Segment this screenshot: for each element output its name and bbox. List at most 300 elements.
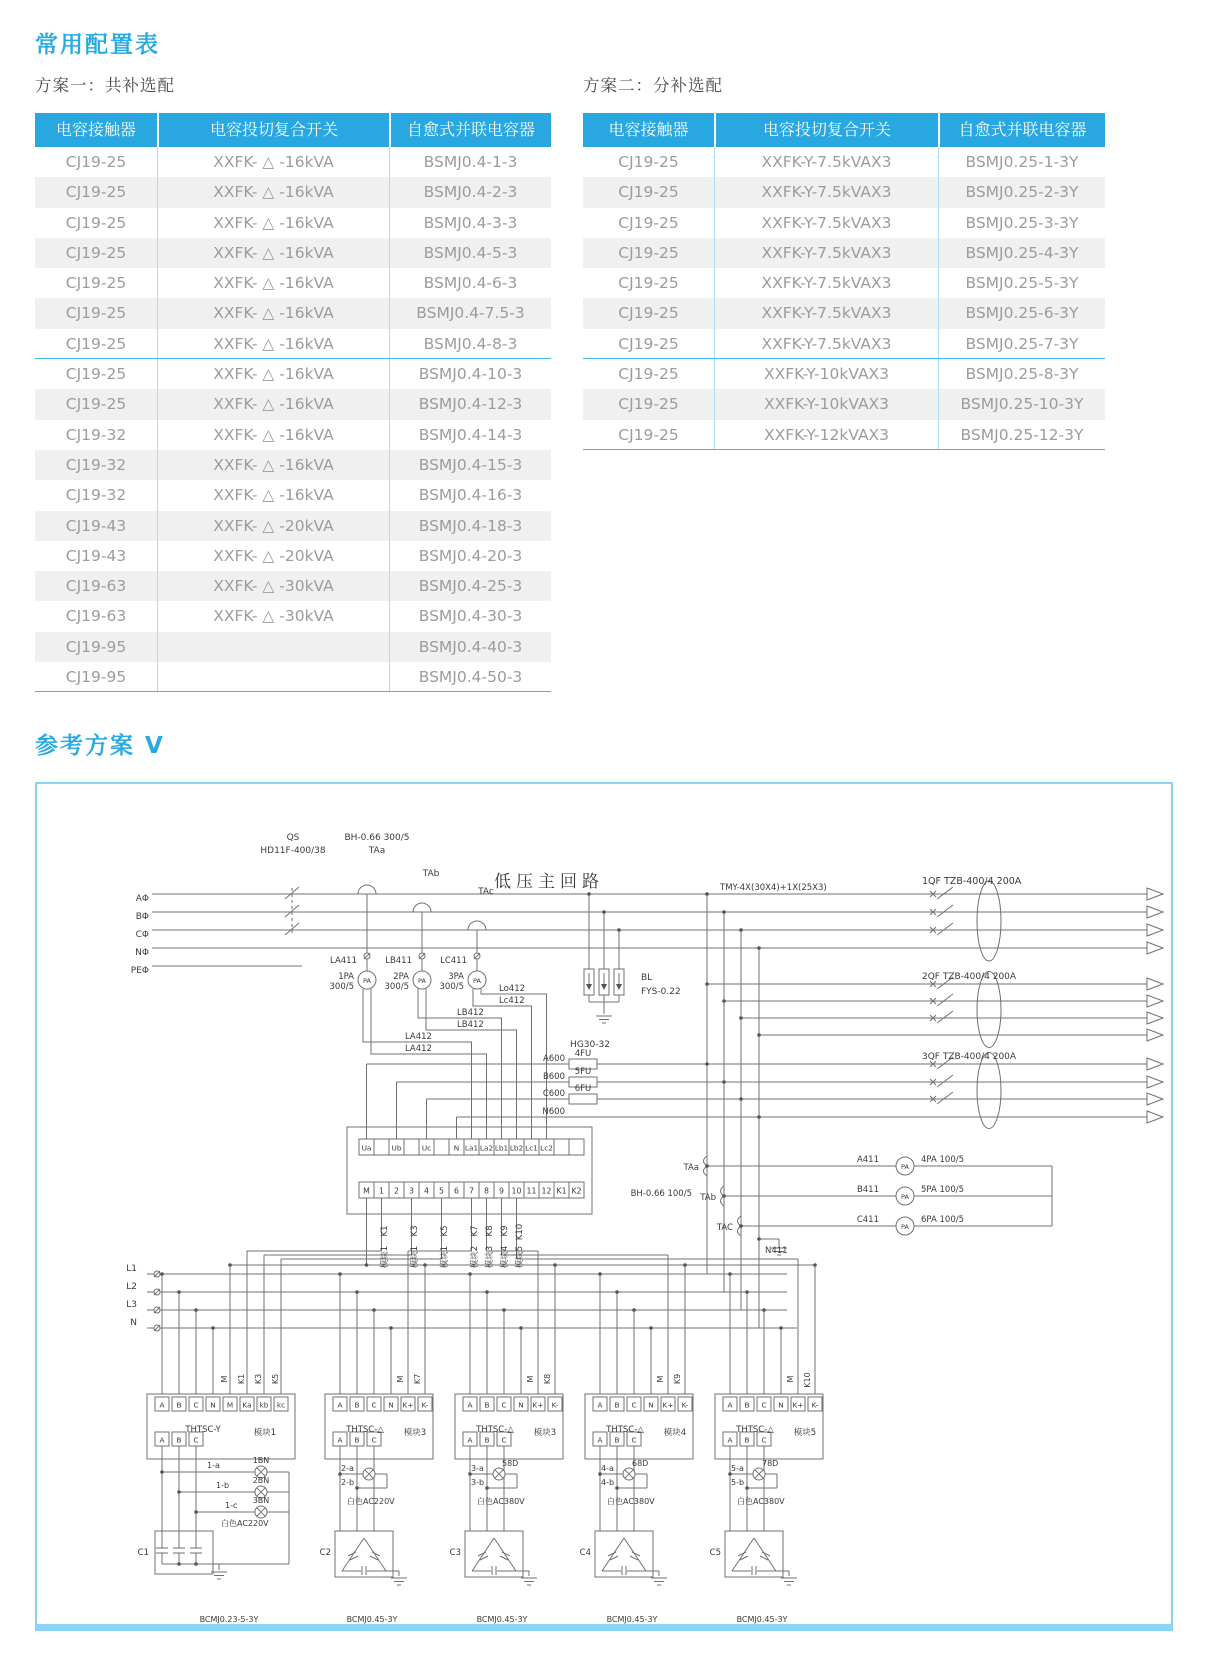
table-cell: CJ19-95 (65, 637, 127, 656)
table-row (35, 208, 551, 238)
table-row (35, 601, 551, 631)
svg-text:5: 5 (439, 1186, 444, 1196)
table-row (35, 662, 551, 692)
table-cell: XXFK- △ -16kVA (157, 268, 389, 298)
table-row (583, 329, 1105, 359)
svg-text:模块5: 模块5 (793, 1428, 817, 1438)
svg-text:A600: A600 (542, 1054, 565, 1064)
svg-text:模块1: 模块1 (410, 1245, 420, 1269)
svg-text:C: C (761, 1435, 767, 1445)
svg-text:B411: B411 (856, 1185, 879, 1195)
table-cell: XXFK-Y-7.5kVAX3 (714, 329, 938, 358)
svg-text:Lc1: Lc1 (525, 1143, 538, 1153)
table-row (35, 420, 551, 450)
svg-text:C: C (193, 1435, 199, 1445)
svg-text:白色AC380V: 白色AC380V (607, 1497, 655, 1506)
table-cell: CJ19-32 (65, 486, 127, 505)
svg-text:L2: L2 (126, 1282, 137, 1292)
table-cell: XXFK-Y-7.5kVAX3 (714, 208, 938, 238)
table-cell: BSMJ0.25-4-3Y (938, 238, 1105, 268)
svg-text:L3: L3 (126, 1300, 137, 1310)
svg-text:3QF TZB-400/4 200A: 3QF TZB-400/4 200A (922, 1052, 1017, 1062)
table-cell: XXFK- △ -30kVA (157, 571, 389, 601)
table-cell: CJ19-25 (65, 274, 127, 293)
svg-text:C4: C4 (579, 1548, 591, 1558)
table-cell: XXFK- △ -20kVA (157, 541, 389, 571)
table-row (35, 511, 551, 541)
column-header: 电容投切复合开关 (714, 113, 938, 147)
table-header-row (35, 113, 551, 147)
table-row (583, 268, 1105, 298)
scheme2-block (583, 72, 1105, 450)
svg-text:THTSC-△: THTSC-△ (606, 1425, 644, 1435)
table-row (35, 359, 551, 389)
svg-text:10: 10 (511, 1186, 522, 1196)
svg-text:HD11F-400/38: HD11F-400/38 (260, 846, 326, 856)
svg-text:2: 2 (394, 1186, 399, 1196)
table-row (35, 238, 551, 268)
table-cell: CJ19-25 (618, 334, 679, 353)
svg-text:La2: La2 (479, 1143, 494, 1153)
scheme2-table (583, 113, 1105, 450)
svg-text:PEΦ: PEΦ (130, 966, 149, 976)
scheme1-table (35, 113, 551, 692)
svg-text:A: A (597, 1435, 603, 1445)
table-cell: BSMJ0.4-3-3 (389, 208, 551, 238)
svg-text:C: C (631, 1435, 637, 1445)
svg-text:Lo412: Lo412 (499, 984, 526, 994)
svg-text:K5: K5 (440, 1225, 450, 1237)
svg-text:N600: N600 (542, 1107, 565, 1117)
svg-text:FYS-0.22: FYS-0.22 (641, 987, 681, 997)
table-cell: BSMJ0.25-3-3Y (938, 208, 1105, 238)
svg-text:6: 6 (454, 1186, 459, 1196)
table-cell: CJ19-25 (618, 213, 679, 232)
table-cell: CJ19-63 (65, 607, 127, 626)
svg-text:K3: K3 (410, 1225, 420, 1237)
svg-text:HG30-32: HG30-32 (570, 1040, 610, 1050)
svg-text:B: B (484, 1435, 490, 1445)
svg-text:模块3: 模块3 (403, 1428, 427, 1438)
svg-text:2PA: 2PA (393, 972, 409, 982)
svg-text:M: M (526, 1375, 535, 1383)
svg-text:5PA 100/5: 5PA 100/5 (921, 1185, 965, 1195)
svg-text:Ub: Ub (391, 1143, 402, 1153)
table-cell: XXFK- △ -16kVA (157, 480, 389, 510)
svg-text:2-a: 2-a (341, 1464, 354, 1473)
column-header: 自愈式并联电容器 (389, 113, 551, 147)
svg-text:N: N (648, 1400, 654, 1410)
table-cell: CJ19-25 (65, 334, 127, 353)
table-cell: XXFK-Y-10kVAX3 (714, 389, 938, 419)
table-row (35, 268, 551, 298)
table-row (35, 632, 551, 662)
svg-text:TAa: TAa (368, 846, 386, 856)
svg-text:C: C (371, 1400, 377, 1410)
svg-text:78D: 78D (762, 1459, 779, 1468)
svg-text:300/5: 300/5 (329, 982, 354, 992)
svg-text:BΦ: BΦ (135, 912, 149, 922)
table-cell: BSMJ0.25-6-3Y (938, 298, 1105, 328)
svg-text:模块4: 模块4 (500, 1245, 510, 1269)
svg-text:7: 7 (469, 1186, 474, 1196)
table-cell: XXFK- △ -16kVA (157, 238, 389, 268)
table-header-row (583, 113, 1105, 147)
scheme1-subtitle: 方案一：共补选配 (35, 76, 175, 95)
svg-text:K1: K1 (556, 1186, 567, 1196)
table-row (35, 298, 551, 328)
svg-text:1-a: 1-a (207, 1461, 220, 1470)
svg-text:LB412: LB412 (457, 1008, 484, 1018)
svg-text:5FU: 5FU (574, 1067, 592, 1077)
svg-text:Lc412: Lc412 (499, 996, 525, 1006)
svg-text:C600: C600 (542, 1089, 565, 1099)
table-cell: CJ19-25 (65, 243, 127, 262)
svg-text:K-: K- (421, 1400, 429, 1410)
svg-text:模块5: 模块5 (515, 1245, 525, 1269)
table-cell: XXFK-Y-12kVAX3 (714, 420, 938, 449)
table-cell: BSMJ0.4-14-3 (389, 420, 551, 450)
circuit-diagram (37, 784, 1171, 1624)
svg-text:N: N (210, 1400, 216, 1410)
table-row (35, 147, 551, 177)
svg-text:模块4: 模块4 (663, 1428, 687, 1438)
table-row (35, 450, 551, 480)
svg-text:4-b: 4-b (601, 1478, 615, 1487)
svg-text:C: C (501, 1435, 507, 1445)
svg-text:1PA: 1PA (338, 972, 354, 982)
svg-text:A: A (337, 1435, 343, 1445)
svg-text:TAa: TAa (683, 1163, 699, 1173)
svg-text:68D: 68D (632, 1459, 649, 1468)
table-cell: BSMJ0.25-7-3Y (938, 329, 1105, 358)
circuit-diagram-frame (35, 782, 1173, 1631)
table-cell: BSMJ0.4-18-3 (389, 511, 551, 541)
scheme2-subtitle: 方案二：分补选配 (583, 76, 723, 95)
table-cell: BSMJ0.4-2-3 (389, 177, 551, 207)
svg-text:PA: PA (901, 1193, 909, 1201)
table-cell: CJ19-25 (65, 213, 127, 232)
svg-text:模块3: 模块3 (485, 1245, 495, 1269)
table-row (583, 208, 1105, 238)
table-cell: XXFK- △ -20kVA (157, 511, 389, 541)
svg-text:白色AC220V: 白色AC220V (221, 1519, 269, 1528)
table-cell: CJ19-25 (618, 153, 679, 171)
table-cell: XXFK-Y-7.5kVAX3 (714, 238, 938, 268)
table-cell: CJ19-43 (65, 546, 127, 565)
svg-text:6FU: 6FU (574, 1084, 592, 1094)
svg-text:A: A (597, 1400, 603, 1410)
svg-text:2QF TZB-400/4 200A: 2QF TZB-400/4 200A (922, 972, 1017, 982)
svg-text:BCMJ0.23-5-3Y: BCMJ0.23-5-3Y (199, 1615, 259, 1624)
table-cell: XXFK- △ -16kVA (157, 420, 389, 450)
column-header: 电容投切复合开关 (157, 113, 389, 147)
section2-title: 参考方案 V (35, 733, 165, 759)
svg-text:M: M (656, 1375, 665, 1383)
table-cell: BSMJ0.4-12-3 (389, 389, 551, 419)
svg-text:A: A (727, 1435, 733, 1445)
svg-text:4: 4 (424, 1186, 429, 1196)
svg-text:CΦ: CΦ (135, 930, 149, 940)
svg-text:PA: PA (418, 977, 426, 985)
svg-text:1BN: 1BN (252, 1456, 270, 1465)
svg-text:N: N (778, 1400, 784, 1410)
svg-text:白色AC380V: 白色AC380V (477, 1497, 525, 1506)
table-row (583, 298, 1105, 328)
table-cell: CJ19-32 (65, 425, 127, 444)
table-cell: CJ19-25 (65, 304, 127, 323)
table-cell: XXFK- △ -16kVA (157, 359, 389, 389)
svg-text:模块1: 模块1 (253, 1428, 277, 1438)
svg-text:Lb1: Lb1 (494, 1143, 509, 1153)
svg-text:Uc: Uc (421, 1143, 432, 1153)
table-cell: BSMJ0.4-7.5-3 (389, 298, 551, 328)
table-cell: BSMJ0.4-15-3 (389, 450, 551, 480)
table-cell: XXFK- △ -16kVA (157, 389, 389, 419)
svg-text:N411: N411 (765, 1246, 788, 1256)
svg-text:K7: K7 (413, 1373, 422, 1385)
table-cell: XXFK- △ -16kVA (157, 450, 389, 480)
table-cell: CJ19-95 (65, 668, 127, 687)
svg-text:C: C (193, 1400, 199, 1410)
svg-text:Ua: Ua (361, 1143, 372, 1153)
svg-text:B600: B600 (542, 1072, 565, 1082)
table-cell: BSMJ0.4-20-3 (389, 541, 551, 571)
table-cell: XXFK- △ -16kVA (157, 147, 389, 177)
svg-text:BCMJ0.45-3Y: BCMJ0.45-3Y (476, 1615, 528, 1624)
svg-text:LA411: LA411 (330, 956, 357, 966)
svg-text:LB411: LB411 (385, 956, 412, 966)
svg-text:3-a: 3-a (471, 1464, 484, 1473)
svg-text:M: M (363, 1186, 370, 1196)
svg-text:K1: K1 (237, 1373, 246, 1385)
svg-text:模块1: 模块1 (380, 1245, 390, 1269)
table-cell: BSMJ0.25-5-3Y (938, 268, 1105, 298)
svg-text:B: B (614, 1400, 620, 1410)
svg-text:A411: A411 (856, 1155, 879, 1165)
svg-text:K10: K10 (515, 1223, 525, 1241)
table-row (583, 147, 1105, 177)
svg-text:N: N (453, 1143, 460, 1153)
svg-text:NΦ: NΦ (135, 948, 149, 958)
svg-text:白色AC380V: 白色AC380V (737, 1497, 785, 1506)
table-cell: CJ19-32 (65, 455, 127, 474)
svg-text:N: N (130, 1318, 137, 1328)
diagram-labels (126, 833, 1022, 1624)
svg-text:58D: 58D (502, 1459, 519, 1468)
table-cell: CJ19-25 (618, 274, 679, 293)
table-cell: BSMJ0.4-8-3 (389, 329, 551, 358)
svg-text:K-: K- (551, 1400, 559, 1410)
svg-text:B: B (744, 1400, 750, 1410)
svg-text:THTSC-△: THTSC-△ (476, 1425, 514, 1435)
svg-text:C3: C3 (449, 1548, 461, 1558)
svg-text:LC411: LC411 (440, 956, 467, 966)
svg-text:C: C (761, 1400, 767, 1410)
svg-text:K+: K+ (662, 1400, 674, 1410)
table-cell: XXFK-Y-7.5kVAX3 (714, 177, 938, 207)
table-cell: XXFK- △ -16kVA (157, 208, 389, 238)
table-cell: CJ19-25 (65, 183, 127, 202)
svg-text:B: B (176, 1435, 182, 1445)
table-row (35, 571, 551, 601)
column-header: 自愈式并联电容器 (938, 113, 1105, 147)
table-cell: XXFK-Y-7.5kVAX3 (714, 147, 938, 177)
svg-text:K7: K7 (470, 1225, 480, 1237)
svg-text:C: C (631, 1400, 637, 1410)
svg-text:12: 12 (541, 1186, 552, 1196)
svg-text:LA412: LA412 (405, 1044, 432, 1054)
svg-text:8: 8 (484, 1186, 489, 1196)
table-cell: BSMJ0.4-6-3 (389, 268, 551, 298)
table-cell: XXFK- △ -16kVA (157, 177, 389, 207)
svg-text:白色AC220V: 白色AC220V (347, 1497, 395, 1506)
svg-text:A: A (467, 1400, 473, 1410)
svg-text:AΦ: AΦ (135, 894, 149, 904)
table-cell: CJ19-63 (65, 577, 127, 596)
table-cell: CJ19-25 (65, 395, 127, 414)
svg-text:BH-0.66 100/5: BH-0.66 100/5 (630, 1189, 692, 1199)
svg-text:300/5: 300/5 (439, 982, 464, 992)
svg-text:TAc: TAc (478, 887, 494, 897)
svg-text:THTSC-△: THTSC-△ (736, 1425, 774, 1435)
svg-text:L1: L1 (126, 1264, 137, 1274)
svg-text:K3: K3 (254, 1373, 263, 1385)
svg-text:K2: K2 (571, 1186, 582, 1196)
svg-text:PA: PA (901, 1163, 909, 1171)
svg-text:C: C (501, 1400, 507, 1410)
svg-text:5-a: 5-a (731, 1464, 744, 1473)
svg-text:La1: La1 (464, 1143, 479, 1153)
table-row (583, 177, 1105, 207)
table-cell: CJ19-25 (618, 304, 679, 323)
svg-text:低压主回路: 低压主回路 (494, 872, 604, 892)
table-cell: BSMJ0.25-12-3Y (938, 420, 1105, 449)
svg-text:模块3: 模块3 (533, 1428, 557, 1438)
svg-text:6PA 100/5: 6PA 100/5 (921, 1215, 965, 1225)
svg-text:BCMJ0.45-3Y: BCMJ0.45-3Y (736, 1615, 788, 1624)
scheme1-block (35, 72, 551, 692)
svg-text:B: B (354, 1400, 360, 1410)
svg-text:QS: QS (286, 833, 300, 843)
svg-text:K+: K+ (402, 1400, 414, 1410)
table-cell: CJ19-25 (618, 425, 679, 444)
table-row (583, 389, 1105, 419)
svg-text:C411: C411 (856, 1215, 879, 1225)
table-cell: CJ19-43 (65, 516, 127, 535)
svg-text:TAC: TAC (716, 1223, 733, 1233)
svg-text:C5: C5 (709, 1548, 721, 1558)
svg-text:B: B (354, 1435, 360, 1445)
svg-text:K+: K+ (792, 1400, 804, 1410)
svg-text:1: 1 (379, 1186, 384, 1196)
svg-text:B: B (176, 1400, 182, 1410)
svg-text:K-: K- (681, 1400, 689, 1410)
svg-text:PA: PA (901, 1223, 909, 1231)
table-cell: XXFK- △ -16kVA (157, 329, 389, 358)
svg-text:TAb: TAb (700, 1193, 716, 1203)
svg-text:PA: PA (363, 977, 371, 985)
svg-text:B: B (744, 1435, 750, 1445)
table-cell: BSMJ0.25-10-3Y (938, 389, 1105, 419)
table-row (583, 238, 1105, 268)
svg-text:模块2: 模块2 (470, 1245, 480, 1269)
svg-text:300/5: 300/5 (384, 982, 409, 992)
svg-text:THTSC-△: THTSC-△ (346, 1425, 384, 1435)
svg-text:3PA: 3PA (448, 972, 464, 982)
svg-text:模块1: 模块1 (440, 1245, 450, 1269)
svg-text:A: A (337, 1400, 343, 1410)
svg-text:TAb: TAb (422, 869, 440, 879)
table-cell: BSMJ0.25-2-3Y (938, 177, 1105, 207)
table-cell: BSMJ0.4-5-3 (389, 238, 551, 268)
svg-text:3-b: 3-b (471, 1478, 485, 1487)
table-cell: XXFK-Y-7.5kVAX3 (714, 298, 938, 328)
svg-text:9: 9 (499, 1186, 504, 1196)
table-cell: BSMJ0.4-40-3 (389, 632, 551, 662)
svg-text:M: M (226, 1400, 234, 1410)
table-row (35, 389, 551, 419)
table-cell: CJ19-25 (618, 243, 679, 262)
svg-text:Lc2: Lc2 (540, 1143, 553, 1153)
svg-text:M: M (220, 1375, 229, 1383)
svg-text:BH-0.66 300/5: BH-0.66 300/5 (344, 833, 410, 843)
table-cell: CJ19-25 (65, 153, 127, 171)
svg-text:K9: K9 (500, 1225, 510, 1237)
svg-text:1-b: 1-b (216, 1481, 230, 1490)
svg-text:K10: K10 (803, 1372, 812, 1388)
svg-text:C2: C2 (319, 1548, 331, 1558)
table-cell: BSMJ0.4-1-3 (389, 147, 551, 177)
table-cell (157, 662, 389, 691)
svg-text:BL: BL (641, 973, 653, 983)
svg-text:5-b: 5-b (731, 1478, 745, 1487)
table-row (35, 177, 551, 207)
svg-text:BCMJ0.45-3Y: BCMJ0.45-3Y (606, 1615, 658, 1624)
svg-text:K+: K+ (532, 1400, 544, 1410)
svg-text:3: 3 (409, 1186, 414, 1196)
table-cell: CJ19-25 (618, 365, 679, 384)
svg-text:4FU: 4FU (574, 1049, 592, 1059)
table-cell: BSMJ0.4-10-3 (389, 359, 551, 389)
svg-text:N: N (388, 1400, 394, 1410)
table-row (35, 541, 551, 571)
svg-text:K1: K1 (380, 1225, 390, 1237)
svg-text:1QF TZB-400/4 200A: 1QF TZB-400/4 200A (922, 876, 1022, 887)
svg-text:A: A (467, 1435, 473, 1445)
table-cell: BSMJ0.4-16-3 (389, 480, 551, 510)
table-cell: BSMJ0.4-50-3 (389, 662, 551, 691)
table-cell: XXFK-Y-10kVAX3 (714, 359, 938, 389)
table-cell: CJ19-25 (65, 365, 127, 384)
svg-text:TMY-4X(30X4)+1X(25X3): TMY-4X(30X4)+1X(25X3) (720, 883, 827, 893)
svg-text:A: A (727, 1400, 733, 1410)
svg-text:K8: K8 (543, 1373, 552, 1385)
table-cell: XXFK- △ -30kVA (157, 601, 389, 631)
table-cell (157, 632, 389, 662)
svg-text:THTSC-Y: THTSC-Y (185, 1425, 221, 1435)
table-cell: XXFK-Y-7.5kVAX3 (714, 268, 938, 298)
column-header: 电容接触器 (55, 120, 136, 139)
svg-text:2-b: 2-b (341, 1478, 355, 1487)
svg-text:A: A (159, 1435, 165, 1445)
svg-text:kc: kc (276, 1400, 286, 1410)
svg-text:N: N (518, 1400, 524, 1410)
svg-text:11: 11 (526, 1186, 537, 1196)
svg-text:1-c: 1-c (225, 1501, 238, 1510)
table-cell: XXFK- △ -16kVA (157, 298, 389, 328)
table-cell: BSMJ0.25-1-3Y (938, 147, 1105, 177)
